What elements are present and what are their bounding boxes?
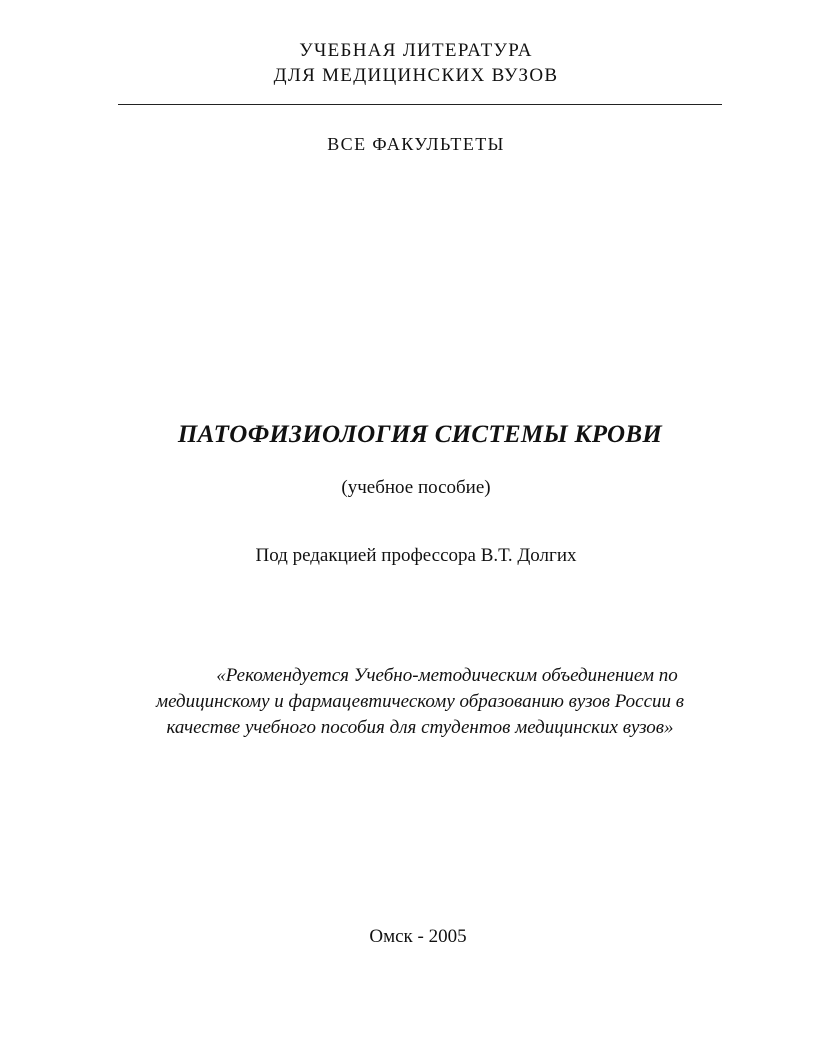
recommendation-line-1: «Рекомендуется Учебно-методическим объединением по <box>216 665 678 686</box>
series-heading <box>0 38 836 88</box>
faculties-label: ВСЕ ФАКУЛЬТЕТЫ <box>327 134 505 154</box>
recommendation-line-3: качестве учебного пособия для студентов медицинских вузов» <box>166 717 674 738</box>
book-subtitle: (учебное пособие) <box>341 477 491 498</box>
recommendation-line-2: медицинскому и фармацевтическому образованию вузов России в <box>155 691 685 712</box>
city-year: Омск - 2005 <box>369 926 467 947</box>
book-title: ПАТОФИЗИОЛОГИЯ СИСТЕМЫ КРОВИ <box>177 421 663 448</box>
series-line-1: УЧЕБНАЯ ЛИТЕРАТУРА <box>299 40 533 61</box>
header-divider <box>118 104 722 105</box>
recommendation-text <box>0 663 840 741</box>
series-line-2: ДЛЯ МЕДИЦИНСКИХ ВУЗОВ <box>273 65 559 86</box>
editor-line: Под редакцией профессора В.Т. Долгих <box>255 545 577 566</box>
